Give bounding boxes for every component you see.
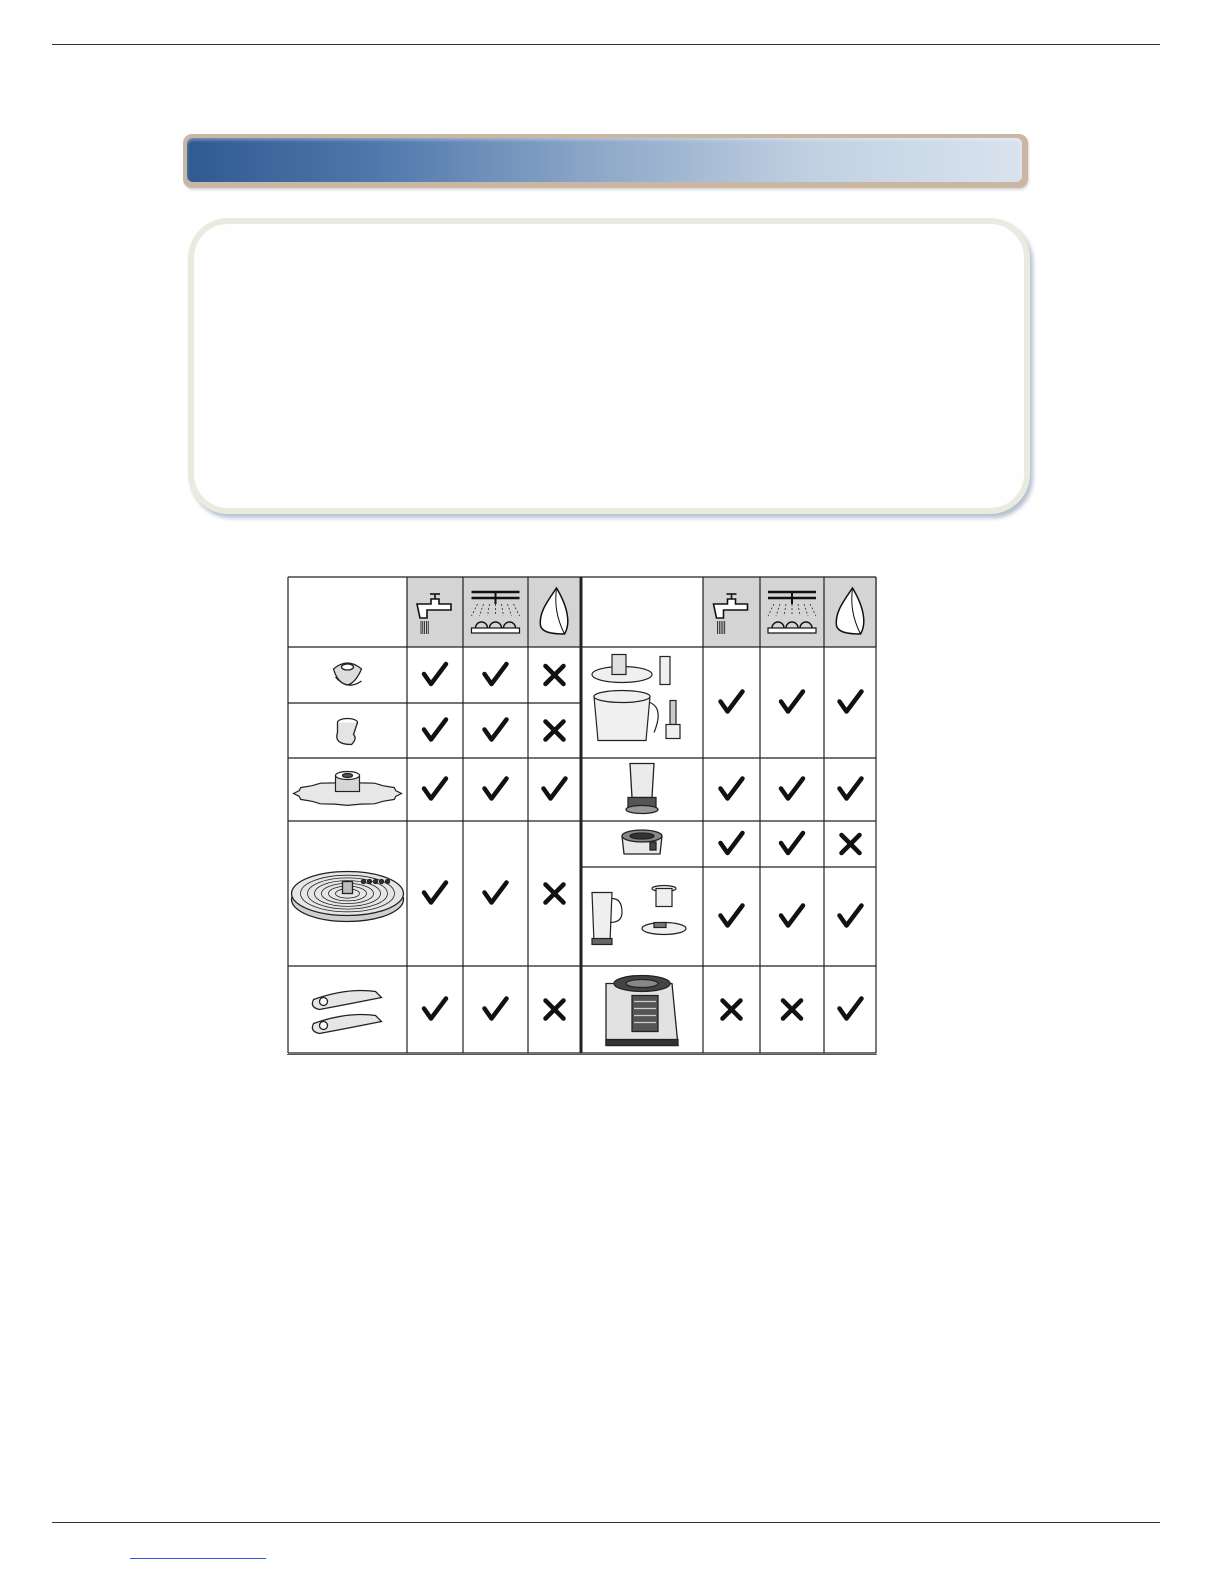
blender-jug-icon (592, 886, 686, 945)
cross-mark (546, 666, 564, 684)
cleaning-table (287, 576, 877, 1055)
check-mark (485, 720, 507, 740)
check-mark (485, 664, 507, 684)
cross-mark (783, 1001, 801, 1019)
cross-mark (842, 835, 860, 853)
check-mark (721, 833, 743, 853)
check-mark (721, 692, 743, 712)
cross-mark (723, 1001, 741, 1019)
check-mark (485, 779, 507, 799)
check-mark (424, 999, 446, 1019)
check-mark (781, 692, 803, 712)
check-mark (781, 779, 803, 799)
banner-gradient (187, 138, 1022, 182)
grinder-blade-unit-icon (622, 830, 662, 854)
cleaning-table-svg (287, 576, 877, 1055)
check-mark (485, 999, 507, 1019)
check-mark (424, 664, 446, 684)
grating-disc-icon (292, 872, 404, 922)
check-mark (424, 720, 446, 740)
cross-mark (546, 722, 564, 740)
header-cell (703, 577, 760, 647)
top-rule (52, 44, 1160, 45)
section-banner (183, 134, 1028, 188)
check-mark (485, 883, 507, 903)
check-mark (721, 779, 743, 799)
dough-blade-icon (334, 663, 362, 685)
check-mark (840, 999, 862, 1019)
check-mark (544, 779, 566, 799)
check-mark (424, 883, 446, 903)
cross-mark (546, 1001, 564, 1019)
slicing-blades-icon (312, 991, 381, 1034)
bowl-and-lid-icon (592, 655, 680, 741)
footer-link-underline (130, 1558, 266, 1559)
grinder-cup-icon (626, 764, 658, 814)
check-mark (840, 692, 862, 712)
kneading-hook-icon (337, 719, 358, 745)
check-mark (424, 779, 446, 799)
motor-base-icon (606, 976, 678, 1046)
check-mark (840, 779, 862, 799)
check-mark (781, 906, 803, 926)
check-mark (840, 906, 862, 926)
check-mark (781, 833, 803, 853)
header-cell (407, 577, 463, 647)
bottom-rule (52, 1522, 1160, 1523)
info-panel (188, 218, 1030, 514)
check-mark (721, 906, 743, 926)
emulsifying-disc-icon (294, 772, 402, 806)
cross-mark (546, 885, 564, 903)
